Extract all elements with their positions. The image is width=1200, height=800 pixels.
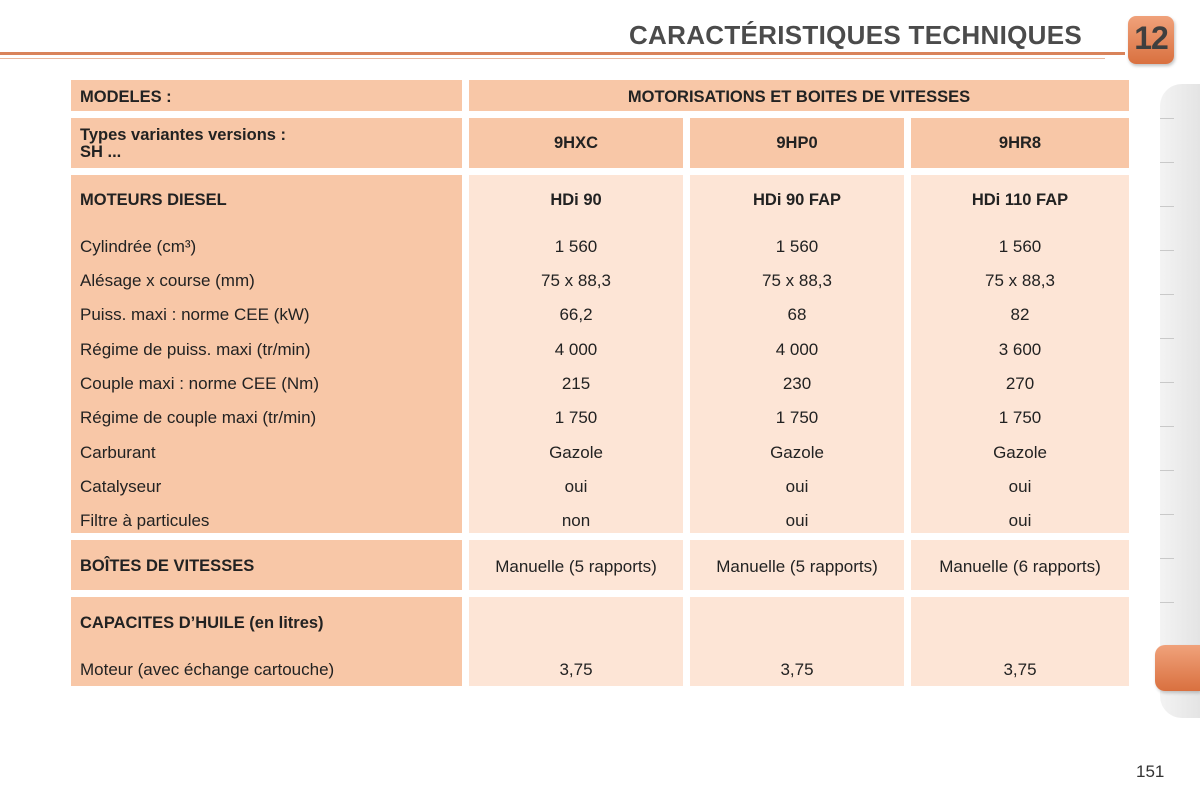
index-tick (1160, 602, 1174, 603)
oil-value: 3,75 (1003, 660, 1037, 679)
row-value: 215 (561, 374, 591, 393)
type-code: 9HR8 (998, 134, 1042, 152)
row-label: Couple maxi : norme CEE (Nm) (80, 374, 320, 393)
row-value: 75 x 88,3 (985, 271, 1055, 290)
index-tick (1160, 338, 1174, 339)
chapter-index-strip (1160, 84, 1200, 718)
row-label: Filtre à particules (80, 511, 210, 530)
gearbox-value: Manuelle (6 rapports) (939, 557, 1101, 576)
page-title: CARACTÉRISTIQUES TECHNIQUES (628, 20, 1082, 50)
row-value: oui (1008, 477, 1032, 496)
types-label-line2: SH ... (80, 143, 122, 161)
gearbox-label: BOÎTES DE VITESSES (80, 557, 255, 575)
engine-name: HDi 90 FAP (752, 191, 842, 209)
type-code: 9HP0 (776, 134, 818, 152)
index-tick (1160, 118, 1174, 119)
row-value: 75 x 88,3 (541, 271, 611, 290)
index-tick (1160, 162, 1174, 163)
row-value: 1 750 (998, 408, 1042, 427)
row-value: Gazole (993, 443, 1047, 462)
index-tick (1160, 558, 1174, 559)
chapter-number: 12 (1134, 20, 1168, 56)
index-tick (1160, 206, 1174, 207)
row-label: Cylindrée (cm³) (80, 237, 197, 256)
gearbox-value: Manuelle (5 rapports) (495, 557, 657, 576)
row-value: 230 (782, 374, 812, 393)
row-label: Puiss. maxi : norme CEE (kW) (80, 305, 310, 324)
index-tick (1160, 382, 1174, 383)
row-value: 1 750 (554, 408, 598, 427)
oil-row-label: Moteur (avec échange cartouche) (80, 660, 335, 679)
row-value: 4 000 (554, 340, 598, 359)
page-number: 151 (1136, 762, 1165, 781)
row-value: 270 (1005, 374, 1035, 393)
row-value: Gazole (549, 443, 603, 462)
type-code: 9HXC (553, 134, 598, 152)
row-value: 75 x 88,3 (762, 271, 832, 290)
oil-value: 3,75 (559, 660, 593, 679)
engine-name: HDi 90 (550, 191, 602, 209)
index-tick (1160, 470, 1174, 471)
row-value: oui (564, 477, 588, 496)
row-value: 1 560 (998, 237, 1042, 256)
row-value: Gazole (770, 443, 824, 462)
index-tick (1160, 514, 1174, 515)
index-tick (1160, 294, 1174, 295)
index-tick (1160, 426, 1174, 427)
row-label: Catalyseur (80, 477, 162, 496)
row-value: 68 (787, 305, 807, 324)
row-label: Carburant (80, 443, 156, 462)
types-label-line1: Types variantes versions : (80, 126, 287, 144)
row-label: Régime de puiss. maxi (tr/min) (80, 340, 311, 359)
row-label: Alésage x course (mm) (80, 271, 255, 290)
gearbox-value: Manuelle (5 rapports) (716, 557, 878, 576)
oil-label: CAPACITES D’HUILE (en litres) (80, 614, 324, 632)
row-value: 1 560 (775, 237, 819, 256)
header-rule-thin (0, 58, 1105, 59)
row-value: 1 560 (554, 237, 598, 256)
row-value: oui (1008, 511, 1032, 530)
row-label: Régime de couple maxi (tr/min) (80, 408, 317, 427)
models-label: MODELES : (80, 88, 172, 106)
row-value: oui (785, 477, 809, 496)
group-header: MOTORISATIONS ET BOITES DE VITESSES (627, 88, 971, 106)
row-value: 82 (1010, 305, 1030, 324)
row-value: oui (785, 511, 809, 530)
oil-value: 3,75 (780, 660, 814, 679)
types-label (80, 127, 286, 161)
index-tick (1160, 250, 1174, 251)
engines-label: MOTEURS DIESEL (80, 191, 227, 209)
row-value: 66,2 (559, 305, 593, 324)
chapter-index-active-tab[interactable] (1155, 645, 1200, 691)
engine-name: HDi 110 FAP (971, 191, 1069, 209)
row-value: 4 000 (775, 340, 819, 359)
header-rule (0, 52, 1125, 55)
row-value: 1 750 (775, 408, 819, 427)
row-value: 3 600 (998, 340, 1042, 359)
row-value: non (561, 511, 591, 530)
